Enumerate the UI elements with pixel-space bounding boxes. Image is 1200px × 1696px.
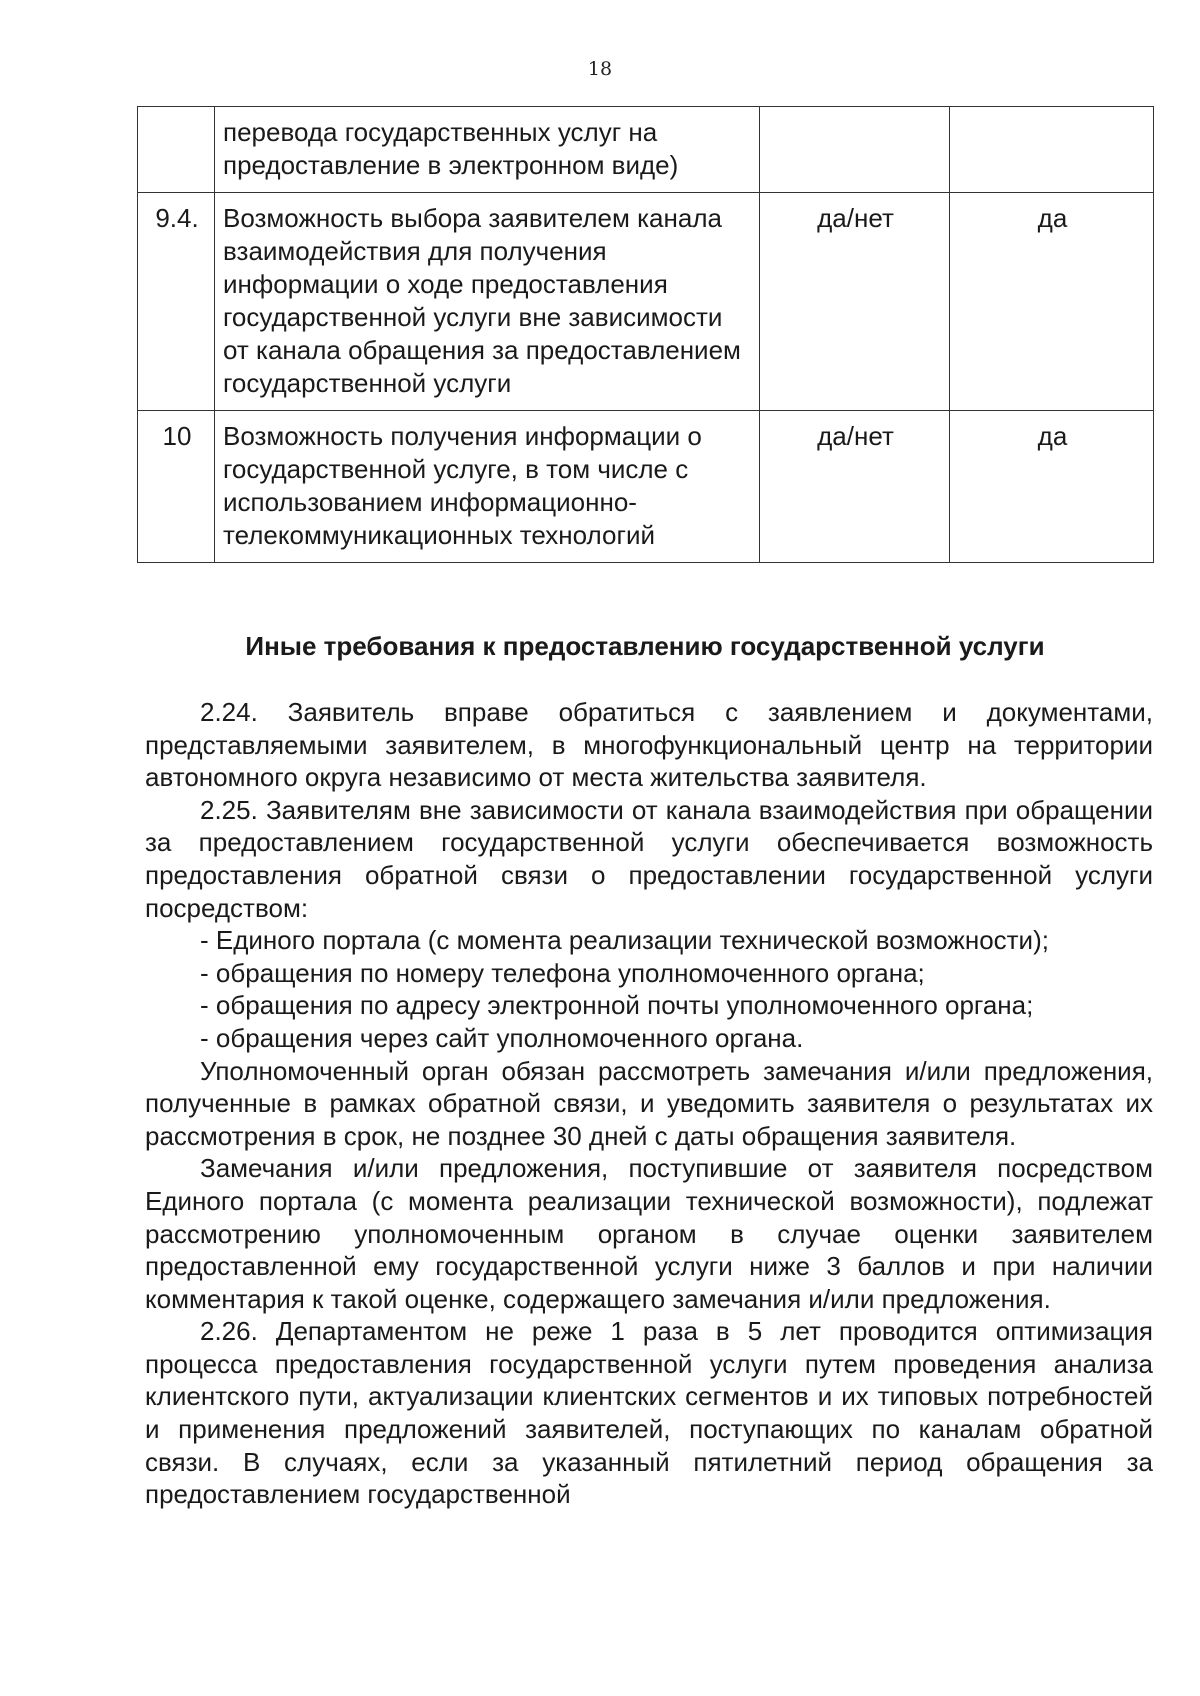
page-number: 18 bbox=[587, 58, 613, 80]
value-cell: да bbox=[950, 411, 1154, 563]
requirements-table bbox=[137, 106, 1154, 563]
body-text bbox=[145, 696, 1153, 1511]
unit-cell bbox=[760, 107, 950, 193]
row-number-cell: 10 bbox=[138, 411, 215, 563]
paragraph-2-24: 2.24. Заявитель вправе обратиться с заявлением и документами, представляемыми заявителем, в многофункциональный центр на территории автономного округа независимо от места жительства заявителя. bbox=[145, 697, 1153, 793]
value-cell: да bbox=[950, 193, 1154, 411]
indicator-text-cell: перевода государственных услуг на предоставление в электронном виде) bbox=[215, 107, 760, 193]
section-heading: Иные требования к предоставлению государственной услуги bbox=[245, 631, 1045, 661]
paragraph-authority-obligation: Уполномоченный орган обязан рассмотреть замечания и/или предложения, полученные в рамках обратной связи, и уведомить заявителя о результатах их рассмотрения в срок, не позднее 30 дней с даты обращения заявителя. bbox=[145, 1055, 1153, 1151]
row-number-cell: 9.4. bbox=[138, 193, 215, 411]
list-item: - обращения по адресу электронной почты уполномоченного органа; bbox=[200, 990, 1034, 1021]
value-cell bbox=[950, 107, 1154, 193]
indicator-text-cell: Возможность выбора заявителем канала взаимодействия для получения информации о ходе предоставления государственной услуги вне зависимости от канала обращения за предоставлением государственной услуги bbox=[215, 193, 760, 411]
paragraph-2-26: 2.26. Департаментом не реже 1 раза в 5 лет проводится оптимизация процесса предоставления государственной услуги путем проведения анализа клиентского пути, актуализации клиентских сегментов и их типовых потребностей и применения предложений заявителей, поступающих по каналам обратной связи. В случаях, если за указанный пятилетний период обращения за предоставлением государственной bbox=[145, 1316, 1153, 1510]
unit-cell: да/нет bbox=[760, 411, 950, 563]
paragraph-remarks: Замечания и/или предложения, поступившие от заявителя посредством Единого портала (с момента реализации технической возможности), подлежат рассмотрению уполномоченным органом в случае оценки заявителем предоставленной ему государственной услуги ниже 3 баллов и при наличии комментария к такой оценке, содержащего замечания и/или предложения. bbox=[145, 1153, 1153, 1314]
row-number-cell bbox=[138, 107, 215, 193]
table-row bbox=[138, 411, 1154, 563]
list-item: - обращения через сайт уполномоченного органа. bbox=[200, 1022, 804, 1053]
unit-cell: да/нет bbox=[760, 193, 950, 411]
table-row bbox=[138, 193, 1154, 411]
paragraph-2-25: 2.25. Заявителям вне зависимости от канала взаимодействия при обращении за предоставлением государственной услуги обеспечивается возможность предоставления обратной связи о предоставлении государственной услуги посредством: bbox=[145, 794, 1153, 923]
list-item: - Единого портала (с момента реализации технической возможности); bbox=[200, 925, 1049, 956]
list-item: - обращения по номеру телефона уполномоченного органа; bbox=[200, 957, 925, 988]
table-row bbox=[138, 107, 1154, 193]
indicator-text-cell: Возможность получения информации о государственной услуге, в том числе с использованием информационно-телекоммуникационных технологий bbox=[215, 411, 760, 563]
